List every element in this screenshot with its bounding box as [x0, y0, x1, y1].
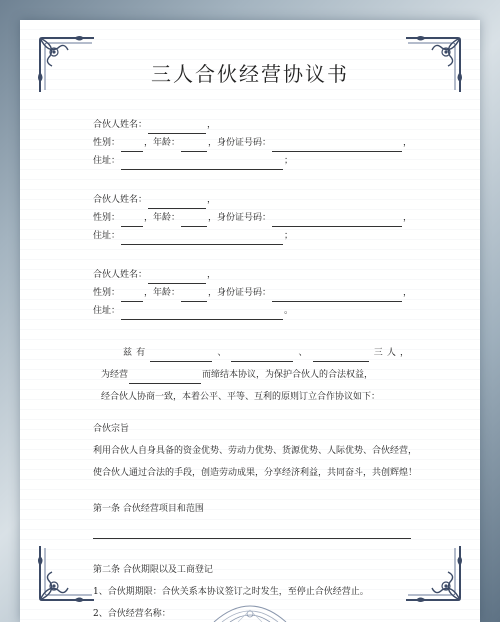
party-detail-row	[93, 209, 413, 227]
article-2-item-1: 1、合伙期期限：合伙关系本协议签订之时发生，至停止合伙经营止。	[93, 587, 369, 597]
article-2-item-2-label: 2、合伙经营名称：	[93, 609, 171, 619]
id-blank[interactable]	[272, 214, 402, 227]
party-name-label: 合伙人姓名：	[93, 270, 148, 280]
document-page	[20, 20, 480, 622]
party-name-row	[93, 191, 413, 209]
partner-blank-3[interactable]	[313, 349, 369, 362]
address-blank[interactable]	[121, 307, 283, 320]
age-label: ，年龄：	[144, 213, 181, 223]
party-address-row	[93, 152, 413, 170]
party-name-end: ，	[207, 120, 217, 130]
intro-word: 人	[386, 348, 396, 358]
partner-blank-2[interactable]	[231, 349, 293, 362]
party-address-row	[93, 302, 413, 320]
intro-paragraph	[93, 340, 413, 406]
article-1-heading: 第一条 合伙经营项目和范围	[93, 504, 204, 514]
address-label: 住址：	[93, 156, 121, 166]
article-1-blank-line[interactable]	[93, 528, 411, 539]
corner-ornament-icon	[34, 540, 100, 606]
intro-separator: 、	[217, 348, 227, 358]
business-blank[interactable]	[129, 371, 201, 384]
gender-label: 性别：	[93, 138, 121, 148]
partner-blank-1[interactable]	[150, 349, 212, 362]
intro-line-2	[93, 362, 413, 384]
intro-word: 有	[136, 348, 146, 358]
party-name-blank[interactable]	[148, 121, 206, 134]
id-end: ，	[403, 213, 413, 223]
address-label: 住址：	[93, 231, 121, 241]
age-blank[interactable]	[181, 139, 207, 152]
intro-text: 经合伙人协商一致，本着公平、平等、互利的原则订立合作协议如下：	[101, 392, 381, 402]
id-blank[interactable]	[272, 289, 402, 302]
document-body	[93, 116, 418, 622]
address-label: 住址：	[93, 306, 121, 316]
age-blank[interactable]	[181, 214, 207, 227]
id-label: ，身份证号码：	[208, 213, 272, 223]
intro-line-3	[93, 384, 413, 406]
document-title: 三人合伙经营协议书	[151, 62, 349, 86]
article-2-heading: 第二条 合伙期限以及工商登记	[93, 565, 213, 575]
party-name-blank[interactable]	[148, 196, 206, 209]
intro-word: ，	[399, 348, 409, 358]
address-end: 。	[284, 306, 294, 316]
filigree-icon	[210, 600, 290, 622]
purpose-line-1: 利用合伙人自身具备的资金优势、劳动力优势、货源优势、人际优势、合伙经营，	[93, 446, 418, 456]
party-detail-row	[93, 134, 413, 152]
gender-blank[interactable]	[121, 139, 143, 152]
party-name-label: 合伙人姓名：	[93, 195, 148, 205]
id-end: ，	[403, 288, 413, 298]
address-end: ；	[284, 156, 294, 166]
party-name-row	[93, 266, 413, 284]
purpose-heading: 合伙宗旨	[93, 424, 130, 434]
party-name-end: ，	[207, 195, 217, 205]
id-label: ，身份证号码：	[208, 138, 272, 148]
party-block-3	[93, 266, 413, 320]
intro-word: 兹	[123, 348, 133, 358]
address-blank[interactable]	[121, 157, 283, 170]
gender-label: 性别：	[93, 213, 121, 223]
age-label: ，年龄：	[144, 288, 181, 298]
intro-separator: 、	[298, 348, 308, 358]
intro-text: 而缔结本协议，为保护合伙人的合法权益，	[202, 370, 374, 380]
bottom-center-ornament	[210, 600, 290, 622]
address-end: ；	[284, 231, 294, 241]
intro-text: 为经营	[101, 370, 129, 380]
party-name-row	[93, 116, 413, 134]
id-label: ，身份证号码：	[208, 288, 272, 298]
party-block-1	[93, 116, 413, 170]
age-blank[interactable]	[181, 289, 207, 302]
spacer	[93, 170, 413, 191]
party-name-blank[interactable]	[148, 271, 206, 284]
party-address-row	[93, 227, 413, 245]
gender-label: 性别：	[93, 288, 121, 298]
gender-blank[interactable]	[121, 289, 143, 302]
address-blank[interactable]	[121, 232, 283, 245]
id-blank[interactable]	[272, 139, 402, 152]
gender-blank[interactable]	[121, 214, 143, 227]
party-detail-row	[93, 284, 413, 302]
party-block-2	[93, 191, 413, 245]
purpose-line-2: 使合伙人通过合法的手段，创造劳动成果，分享经济利益，共同奋斗，共创辉煌！	[93, 468, 418, 478]
party-name-end: ，	[207, 270, 217, 280]
intro-line-1	[93, 340, 413, 362]
age-label: ，年龄：	[144, 138, 181, 148]
intro-word: 三	[373, 348, 383, 358]
corner-ornament-bottom-left	[34, 540, 100, 606]
id-end: ，	[403, 138, 413, 148]
spacer	[93, 245, 413, 266]
party-name-label: 合伙人姓名：	[93, 120, 148, 130]
